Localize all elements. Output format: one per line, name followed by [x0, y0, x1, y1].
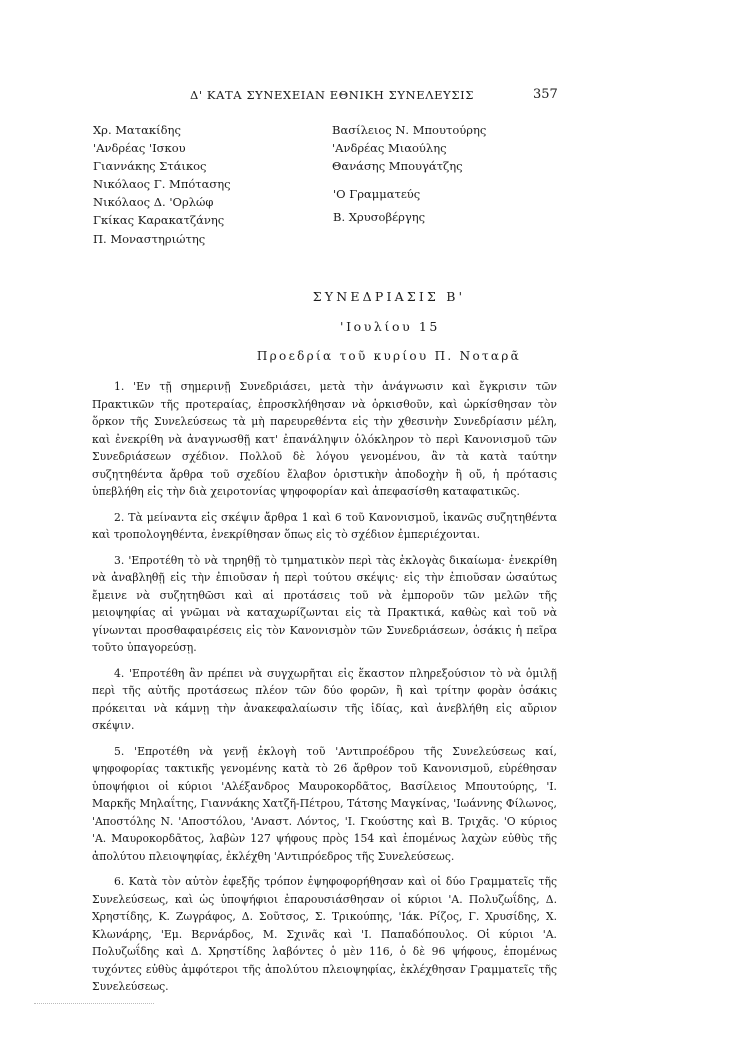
session-title: ΣΥΝΕΔΡΙΑΣΙΣ Β'	[312, 289, 466, 304]
paragraph: 2. Τὰ μείναντα εἰς σκέψιν ἄρθρα 1 καὶ 6 τοῦ Κανονισμοῦ, ἱκανῶς συζητηθέντα καὶ τροπολογηθέντα, ἐνεκρίθησαν ὅπως εἰς τὸ σχέδιον ἐμπεριέχονται.	[92, 510, 557, 541]
signatory-name: Θανάσης Μπουγάτζης	[332, 159, 463, 174]
signatory-name: Γιαννάκης Στάικος	[93, 159, 207, 174]
paragraph: 1. 'Εν τῇ σημερινῇ Συνεδριάσει, μετὰ τὴν ἀνάγνωσιν καὶ ἔγκρισιν τῶν Πρακτικῶν τῆς προτεραίας, ἐπροσκλήθησαν νὰ ὁρκισθοῦν, καὶ ὡρκίσθησαν τὸν ὅρκον τῆς Συνελεύσεως τὰ μὴ παρευρεθέντα εἰς τὴν χθεσινὴν Συνεδρίασιν μέλη, καὶ ἐνεκρίθη νὰ ἀναγνωσθῇ κατ' ἐπανάληψιν ὁλόκληρον τὸ περὶ Κανονισμοῦ τῶν Συνεδριάσεων σχέδιον. Πολλοῦ δὲ λόγου γενομένου, ἂν τὰ κατὰ ταύτην συζητηθέντα ἄρθρα τοῦ σχεδίου ἔλαβον ὁριστικὴν ἀποδοχὴν ἢ οὔ, ἡ πρότασις ὑπεβλήθη εἰς τὴν διὰ χειροτονίας ψηφοφορίαν καὶ ἀπεφασίσθη καταφατικῶς.	[92, 380, 557, 498]
signatory-name: 'Ανδρέας Μιαούλης	[332, 141, 447, 156]
minutes-body	[92, 378, 557, 1004]
paragraph: 4. 'Επροτέθη ἂν πρέπει νὰ συγχωρῆται εἰς ἕκαστον πληρεξούσιον τὸ νὰ ὁμιλῇ περὶ τῆς αὐτῆς προτάσεως πλέον τῶν δύο φορῶν, ἢ καὶ τρίτην φορὰν ὁσάκις πρόκειται νὰ κάμνῃ τὴν ἀνακεφαλαίωσιν τῆς ἰδίας, καὶ ἀνεβλήθη εἰς αὔριον σκέψιν.	[92, 666, 557, 732]
secretary-block	[333, 187, 425, 224]
page-header	[0, 88, 744, 108]
presidency-line: Προεδρία τοῦ κυρίου Π. Νοταρᾶ	[256, 349, 522, 363]
signatory-name: Γκίκας Καρακατζάνης	[93, 213, 225, 228]
signatories-right	[332, 121, 486, 175]
paragraph: 6. Κατὰ τὸν αὐτὸν ἐφεξῆς τρόπον ἐψηφοφορήθησαν καὶ οἱ δύο Γραμματεῖς τῆς Συνελεύσεως, καὶ ὡς ὑποψήφιοι ἐπαρουσιάσθησαν οἱ κύριοι 'Α. Πολυζωΐδης, Δ. Χρηστίδης, Κ. Ζωγράφος, Δ. Σοῦτσος, Σ. Τρικούπης, 'Ιάκ. Ρίζος, Γ. Χρυσίδης, Χ. Κλωνάρης, 'Εμ. Βερνάρδος, Μ. Σχινᾶς καὶ 'Ι. Παπαδόπουλος. Οἱ κύριοι 'Α. Πολυζωΐδης καὶ Δ. Χρηστίδης λαβόντες ὁ μὲν 116, ὁ δὲ 96 ψήφους, ἑπομένως τυχόντες εὐθὺς ἀμφότεροι τῆς ἀπολύτου πλειοψηφίας, ἐκλέχθησαν Γραμματεῖς τῆς Συνελεύσεως.	[92, 875, 557, 993]
signatory-name: Νικόλαος Γ. Μπότασης	[93, 177, 231, 192]
signatory-name: Βασίλειος Ν. Μπουτούρης	[332, 123, 487, 137]
secretary-title: 'Ο Γραμματεύς	[333, 187, 421, 201]
signatory-name: Νικόλαος Δ. 'Ορλώφ	[93, 195, 214, 210]
signatory-name: 'Ανδρέας 'Ισκου	[93, 141, 186, 156]
secretary-name: Β. Χρυσοβέργης	[333, 210, 426, 224]
running-title: Δ' ΚΑΤΑ ΣΥΝΕΧΕΙΑΝ ΕΘΝΙΚΗ ΣΥΝΕΛΕΥΣΙΣ	[190, 88, 474, 102]
signatory-name: Π. Μοναστηριώτης	[93, 231, 206, 246]
paragraph: 5. 'Επροτέθη νὰ γενῇ ἐκλογὴ τοῦ 'Αντιπροέδρου τῆς Συνελεύσεως καί, ψηφοφορίας τακτικῆς γενομένης κατὰ τὸ 26 ἄρθρον τοῦ Κανονισμοῦ, εὑρέθησαν ὑποψήφιοι οἱ κύριοι 'Αλέξανδρος Μαυροκορδᾶτος, Βασίλειος Μπουτούρης, 'Ι. Μαρκῆς Μηλαΐτης, Γιαννάκης Χατζῆ-Πέτρου, Τάτσης Μαγκίνας, 'Ιωάννης Φίλωνος, 'Αποστόλης Ν. 'Αποστόλου, 'Αναστ. Λόντος, 'Ι. Γκούστης καὶ Β. Τριχᾶς. 'Ο κύριος 'Α. Μαυροκορδᾶτος, λαβὼν 127 ψήφους πρὸς 154 καὶ ἑπομένως λαχὼν εὐθὺς τῆς ἀπολύτου πλειοψηφίας, ἐκλέχθη 'Αντιπρόεδρος τῆς Συνελεύσεως.	[92, 744, 557, 863]
signatories-left	[93, 121, 231, 248]
paragraph: 3. 'Επροτέθη τὸ νὰ τηρηθῇ τὸ τμηματικὸν περὶ τὰς ἐκλογὰς δικαίωμα· ἐνεκρίθη νὰ ἀναβληθῇ εἰς τὴν ἐπιοῦσαν ἡ περὶ τούτου σκέψις· εἰς τὴν ἐπιοῦσαν ὡσαύτως ἔμεινε νὰ συζητηθῶσι καὶ αἱ προτάσεις τοῦ νὰ ἐμποροῦν τῶν μελῶν τῆς μειοψηφίας αἱ γνῶμαι νὰ καταχωρίζωνται εἰς τὰ Πρακτικά, καθὼς καὶ τοῦ νὰ γίνωνται προσθαφαιρέσεις εἰς τὸν Κανονισμὸν τῶν Συνεδριάσεων, ὁσάκις ἡ πεῖρα τοῦτο ὑπαγορεύσῃ.	[92, 553, 557, 654]
session-date: 'Ιουλίου 15	[340, 319, 440, 334]
scan-artifact	[34, 1003, 154, 1007]
signatory-name: Χρ. Ματακίδης	[93, 123, 181, 137]
page-number: 357	[533, 87, 558, 102]
